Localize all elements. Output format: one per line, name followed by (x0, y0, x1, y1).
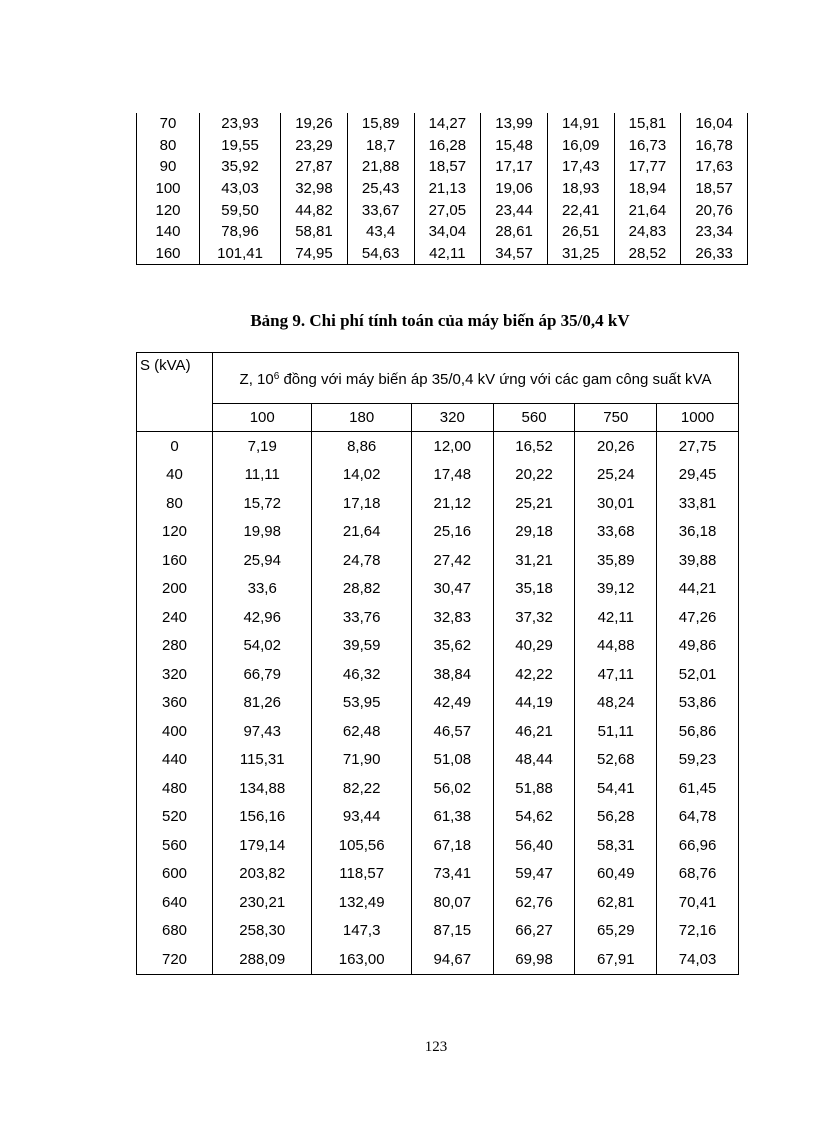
value-cell: 23,44 (481, 199, 548, 221)
load-cell: 440 (137, 746, 213, 775)
value-cell: 39,12 (575, 575, 657, 604)
value-cell: 17,48 (411, 461, 493, 490)
value-cell: 21,13 (414, 178, 481, 200)
value-cell: 30,47 (411, 575, 493, 604)
value-cell: 16,78 (681, 135, 748, 157)
value-cell: 19,98 (213, 518, 312, 547)
value-cell: 54,02 (213, 632, 312, 661)
value-cell: 62,48 (312, 717, 411, 746)
value-cell: 26,51 (547, 221, 614, 243)
value-cell: 42,11 (414, 243, 481, 265)
value-cell: 14,27 (414, 113, 481, 135)
value-cell: 11,11 (213, 461, 312, 490)
load-cell: 400 (137, 717, 213, 746)
value-cell: 156,16 (213, 803, 312, 832)
value-cell: 73,41 (411, 860, 493, 889)
value-cell: 25,43 (347, 178, 414, 200)
table-row (137, 575, 739, 604)
value-cell: 38,84 (411, 660, 493, 689)
value-cell: 52,68 (575, 746, 657, 775)
table-row (137, 461, 739, 490)
value-cell: 28,61 (481, 221, 548, 243)
table-row (137, 774, 739, 803)
value-cell: 68,76 (657, 860, 739, 889)
value-cell: 48,24 (575, 689, 657, 718)
load-cell: 40 (137, 461, 213, 490)
value-cell: 22,41 (547, 199, 614, 221)
value-cell: 134,88 (213, 774, 312, 803)
value-cell: 54,63 (347, 243, 414, 265)
value-cell: 27,87 (281, 156, 348, 178)
value-cell: 203,82 (213, 860, 312, 889)
value-cell: 61,45 (657, 774, 739, 803)
table-row (137, 746, 739, 775)
table-row (137, 432, 739, 461)
corner-header: S (kVA) (137, 353, 213, 432)
load-cell: 120 (137, 518, 213, 547)
value-cell: 15,81 (614, 113, 681, 135)
capacity-header-cell: 560 (493, 404, 575, 432)
value-cell: 62,76 (493, 888, 575, 917)
table-row (137, 660, 739, 689)
value-cell: 64,78 (657, 803, 739, 832)
value-cell: 25,16 (411, 518, 493, 547)
value-cell: 21,64 (614, 199, 681, 221)
value-cell: 87,15 (411, 917, 493, 946)
value-cell: 30,01 (575, 489, 657, 518)
value-cell: 17,63 (681, 156, 748, 178)
value-cell: 14,91 (547, 113, 614, 135)
value-cell: 28,52 (614, 243, 681, 265)
value-cell: 31,25 (547, 243, 614, 265)
group-header-pre: Z, 10 (239, 371, 274, 388)
value-cell: 42,11 (575, 603, 657, 632)
value-cell: 74,95 (281, 243, 348, 265)
row-label-cell: 100 (137, 178, 200, 200)
row-label-cell: 140 (137, 221, 200, 243)
value-cell: 14,02 (312, 461, 411, 490)
value-cell: 105,56 (312, 831, 411, 860)
value-cell: 51,08 (411, 746, 493, 775)
table-header-row (137, 353, 739, 404)
value-cell: 13,99 (481, 113, 548, 135)
value-cell: 58,81 (281, 221, 348, 243)
value-cell: 61,38 (411, 803, 493, 832)
table-row (137, 221, 748, 243)
value-cell: 34,57 (481, 243, 548, 265)
value-cell: 69,98 (493, 945, 575, 974)
value-cell: 163,00 (312, 945, 411, 974)
table-row (137, 888, 739, 917)
value-cell: 18,57 (681, 178, 748, 200)
value-cell: 39,88 (657, 546, 739, 575)
table-row (137, 199, 748, 221)
continued-cost-table (136, 113, 748, 265)
value-cell: 230,21 (213, 888, 312, 917)
table-row (137, 156, 748, 178)
load-cell: 480 (137, 774, 213, 803)
table-row (137, 945, 739, 974)
table-row (137, 489, 739, 518)
value-cell: 17,18 (312, 489, 411, 518)
value-cell: 35,18 (493, 575, 575, 604)
value-cell: 35,92 (200, 156, 281, 178)
value-cell: 28,82 (312, 575, 411, 604)
value-cell: 12,00 (411, 432, 493, 461)
value-cell: 21,88 (347, 156, 414, 178)
value-cell: 23,29 (281, 135, 348, 157)
value-cell: 21,64 (312, 518, 411, 547)
table-row (137, 178, 748, 200)
load-cell: 320 (137, 660, 213, 689)
group-header-sup: 6 (273, 371, 280, 382)
value-cell: 26,33 (681, 243, 748, 265)
value-cell: 24,78 (312, 546, 411, 575)
value-cell: 16,28 (414, 135, 481, 157)
value-cell: 179,14 (213, 831, 312, 860)
load-cell: 680 (137, 917, 213, 946)
value-cell: 66,79 (213, 660, 312, 689)
value-cell: 20,26 (575, 432, 657, 461)
value-cell: 19,06 (481, 178, 548, 200)
value-cell: 54,41 (575, 774, 657, 803)
value-cell: 44,19 (493, 689, 575, 718)
value-cell: 33,67 (347, 199, 414, 221)
value-cell: 59,50 (200, 199, 281, 221)
value-cell: 46,32 (312, 660, 411, 689)
value-cell: 32,83 (411, 603, 493, 632)
value-cell: 67,91 (575, 945, 657, 974)
value-cell: 43,4 (347, 221, 414, 243)
group-header-post: đồng với máy biến áp 35/0,4 kV ứng với các gam công suất kVA (279, 371, 712, 388)
value-cell: 27,75 (657, 432, 739, 461)
value-cell: 56,86 (657, 717, 739, 746)
value-cell: 46,57 (411, 717, 493, 746)
value-cell: 67,18 (411, 831, 493, 860)
value-cell: 132,49 (312, 888, 411, 917)
load-cell: 240 (137, 603, 213, 632)
capacity-header-cell: 750 (575, 404, 657, 432)
value-cell: 44,82 (281, 199, 348, 221)
load-cell: 80 (137, 489, 213, 518)
table-row (137, 518, 739, 547)
table-caption: Bảng 9. Chi phí tính toán của máy biến áp 35/0,4 kV (250, 311, 630, 330)
value-cell: 17,43 (547, 156, 614, 178)
value-cell: 35,62 (411, 632, 493, 661)
value-cell: 115,31 (213, 746, 312, 775)
value-cell: 49,86 (657, 632, 739, 661)
value-cell: 78,96 (200, 221, 281, 243)
load-cell: 600 (137, 860, 213, 889)
value-cell: 21,12 (411, 489, 493, 518)
load-cell: 160 (137, 546, 213, 575)
value-cell: 46,21 (493, 717, 575, 746)
value-cell: 44,88 (575, 632, 657, 661)
capacity-header-cell: 180 (312, 404, 411, 432)
load-cell: 280 (137, 632, 213, 661)
value-cell: 258,30 (213, 917, 312, 946)
value-cell: 23,93 (200, 113, 281, 135)
value-cell: 42,49 (411, 689, 493, 718)
value-cell: 27,05 (414, 199, 481, 221)
value-cell: 25,21 (493, 489, 575, 518)
value-cell: 56,02 (411, 774, 493, 803)
value-cell: 53,95 (312, 689, 411, 718)
transformer-cost-table (136, 352, 739, 975)
value-cell: 59,23 (657, 746, 739, 775)
table-row (137, 860, 739, 889)
value-cell: 7,19 (213, 432, 312, 461)
value-cell: 25,24 (575, 461, 657, 490)
value-cell: 19,26 (281, 113, 348, 135)
value-cell: 23,34 (681, 221, 748, 243)
value-cell: 94,67 (411, 945, 493, 974)
load-cell: 520 (137, 803, 213, 832)
value-cell: 16,04 (681, 113, 748, 135)
value-cell: 65,29 (575, 917, 657, 946)
value-cell: 44,21 (657, 575, 739, 604)
value-cell: 43,03 (200, 178, 281, 200)
value-cell: 18,57 (414, 156, 481, 178)
value-cell: 81,26 (213, 689, 312, 718)
value-cell: 33,81 (657, 489, 739, 518)
load-cell: 560 (137, 831, 213, 860)
row-label-cell: 120 (137, 199, 200, 221)
capacity-header-cell: 100 (213, 404, 312, 432)
value-cell: 60,49 (575, 860, 657, 889)
value-cell: 97,43 (213, 717, 312, 746)
value-cell: 47,26 (657, 603, 739, 632)
value-cell: 70,41 (657, 888, 739, 917)
value-cell: 56,40 (493, 831, 575, 860)
value-cell: 34,04 (414, 221, 481, 243)
value-cell: 80,07 (411, 888, 493, 917)
value-cell: 47,11 (575, 660, 657, 689)
value-cell: 42,22 (493, 660, 575, 689)
value-cell: 32,98 (281, 178, 348, 200)
value-cell: 62,81 (575, 888, 657, 917)
value-cell: 51,11 (575, 717, 657, 746)
value-cell: 37,32 (493, 603, 575, 632)
table-row (137, 243, 748, 265)
value-cell: 25,94 (213, 546, 312, 575)
value-cell: 33,6 (213, 575, 312, 604)
table-row (137, 135, 748, 157)
load-cell: 360 (137, 689, 213, 718)
load-cell: 200 (137, 575, 213, 604)
value-cell: 20,76 (681, 199, 748, 221)
value-cell: 27,42 (411, 546, 493, 575)
value-cell: 51,88 (493, 774, 575, 803)
value-cell: 29,45 (657, 461, 739, 490)
load-cell: 0 (137, 432, 213, 461)
page-number: 123 (424, 1039, 448, 1055)
value-cell: 74,03 (657, 945, 739, 974)
table-row (137, 546, 739, 575)
value-cell: 48,44 (493, 746, 575, 775)
value-cell: 56,28 (575, 803, 657, 832)
row-label-cell: 70 (137, 113, 200, 135)
value-cell: 33,76 (312, 603, 411, 632)
value-cell: 18,7 (347, 135, 414, 157)
value-cell: 16,52 (493, 432, 575, 461)
value-cell: 82,22 (312, 774, 411, 803)
value-cell: 15,48 (481, 135, 548, 157)
value-cell: 16,09 (547, 135, 614, 157)
row-label-cell: 80 (137, 135, 200, 157)
value-cell: 33,68 (575, 518, 657, 547)
capacity-header-cell: 320 (411, 404, 493, 432)
value-cell: 20,22 (493, 461, 575, 490)
table-row (137, 917, 739, 946)
row-label-cell: 160 (137, 243, 200, 265)
value-cell: 147,3 (312, 917, 411, 946)
value-cell: 35,89 (575, 546, 657, 575)
value-cell: 52,01 (657, 660, 739, 689)
value-cell: 16,73 (614, 135, 681, 157)
load-cell: 720 (137, 945, 213, 974)
value-cell: 36,18 (657, 518, 739, 547)
value-cell: 17,17 (481, 156, 548, 178)
value-cell: 39,59 (312, 632, 411, 661)
capacity-header-cell: 1000 (657, 404, 739, 432)
value-cell: 18,94 (614, 178, 681, 200)
value-cell: 118,57 (312, 860, 411, 889)
value-cell: 54,62 (493, 803, 575, 832)
value-cell: 66,27 (493, 917, 575, 946)
capacity-header-row (137, 404, 739, 432)
value-cell: 93,44 (312, 803, 411, 832)
value-cell: 71,90 (312, 746, 411, 775)
value-cell: 8,86 (312, 432, 411, 461)
value-cell: 58,31 (575, 831, 657, 860)
value-cell: 66,96 (657, 831, 739, 860)
value-cell: 72,16 (657, 917, 739, 946)
value-cell: 101,41 (200, 243, 281, 265)
value-cell: 19,55 (200, 135, 281, 157)
value-cell: 42,96 (213, 603, 312, 632)
value-cell: 29,18 (493, 518, 575, 547)
load-cell: 640 (137, 888, 213, 917)
table-row (137, 632, 739, 661)
table-row (137, 113, 748, 135)
value-cell: 17,77 (614, 156, 681, 178)
value-cell: 15,72 (213, 489, 312, 518)
value-cell: 288,09 (213, 945, 312, 974)
value-cell: 31,21 (493, 546, 575, 575)
row-label-cell: 90 (137, 156, 200, 178)
value-cell: 24,83 (614, 221, 681, 243)
value-cell: 40,29 (493, 632, 575, 661)
value-cell: 15,89 (347, 113, 414, 135)
table-row (137, 831, 739, 860)
value-cell: 59,47 (493, 860, 575, 889)
value-cell: 53,86 (657, 689, 739, 718)
table-row (137, 603, 739, 632)
group-header (213, 353, 739, 404)
table-row (137, 803, 739, 832)
table-row (137, 717, 739, 746)
table-row (137, 689, 739, 718)
value-cell: 18,93 (547, 178, 614, 200)
